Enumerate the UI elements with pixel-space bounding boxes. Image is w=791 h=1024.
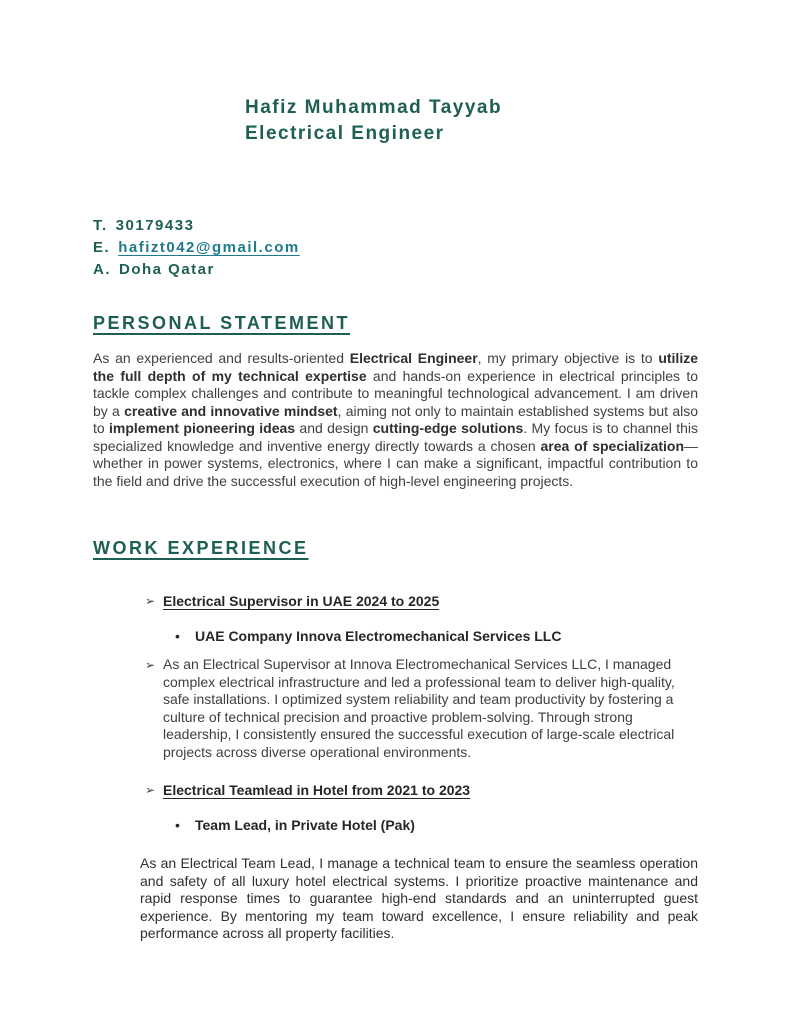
job-description: As an Electrical Supervisor at Innova Electromechanical Services LLC, I managed complex electrical infrastructure and led a professional team to deliver high-quality, safe installations. I optimized system reliability and team productivity by fostering a culture of technical precision and proactive problem-solving. Through strong leadership, I consistently ensured the successful execution of large-scale electrical projects across diverse operational environments. <box>163 656 675 760</box>
work-experience-section <box>93 536 698 943</box>
job-description-line <box>93 656 698 761</box>
closing-paragraph: As an Electrical Team Lead, I manage a technical team to ensure the seamless operation and safety of all luxury hotel electrical systems. I prioritize proactive maintenance and rapid response times to guarantee high-end standards and an uninterrupted guest experience. By mentoring my team toward excellence, I ensure reliability and peak performance across all property facilities. <box>140 855 698 941</box>
dot-bullet-icon: • <box>175 817 180 833</box>
arrow-bullet-icon: ➢ <box>145 658 156 672</box>
job-title-line <box>93 592 698 611</box>
company-name: UAE Company Innova Electromechanical Services LLC <box>195 628 562 644</box>
dot-bullet-icon: • <box>175 628 180 644</box>
arrow-bullet-icon: ➢ <box>145 594 156 608</box>
candidate-title: Electrical Engineer <box>245 123 445 144</box>
company-line <box>93 816 698 835</box>
contact-address <box>93 259 698 281</box>
candidate-name: Hafiz Muhammad Tayyab <box>245 97 503 118</box>
contact-email <box>93 237 698 259</box>
address-text: Doha Qatar <box>119 261 215 278</box>
personal-statement-section <box>93 311 698 490</box>
company-line <box>93 627 698 646</box>
address-label: A. <box>93 261 111 278</box>
personal-statement-paragraph: As an experienced and results-oriented Electrical Engineer, my primary objective is to utilize the full depth of my technical expertise and hands-on experience in electrical principles to tackle complex challenges and contribute to meaningful technological advancement. I am driven by a creative and innovative mindset, aiming not only to maintain established systems but also to implement pioneering ideas and design cutting-edge solutions. My focus is to channel this specialized knowledge and inventive energy directly towards a chosen area of specialization—whether in power systems, electronics, where I can make a significant, impactful contribution to the field and drive the successful execution of high-level engineering projects. <box>93 350 699 489</box>
contact-phone <box>93 215 698 237</box>
job-entry <box>93 781 698 835</box>
personal-statement-heading: PERSONAL STATEMENT <box>93 313 351 333</box>
job-entry <box>93 592 698 761</box>
phone-label: T. <box>93 217 108 234</box>
email-label: E. <box>93 239 111 256</box>
contact-block <box>93 215 698 281</box>
company-name: Team Lead, in Private Hotel (Pak) <box>195 817 415 833</box>
phone-number: 30179433 <box>115 217 195 234</box>
resume-header <box>245 95 698 147</box>
email-link[interactable]: hafizt042@gmail.com <box>118 239 300 256</box>
job-title: Electrical Supervisor in UAE 2024 to 2025 <box>163 593 440 609</box>
job-title-line <box>93 781 698 800</box>
job-title: Electrical Teamlead in Hotel from 2021 to 2023 <box>163 782 471 798</box>
arrow-bullet-icon: ➢ <box>145 783 156 797</box>
work-experience-heading: WORK EXPERIENCE <box>93 538 309 558</box>
